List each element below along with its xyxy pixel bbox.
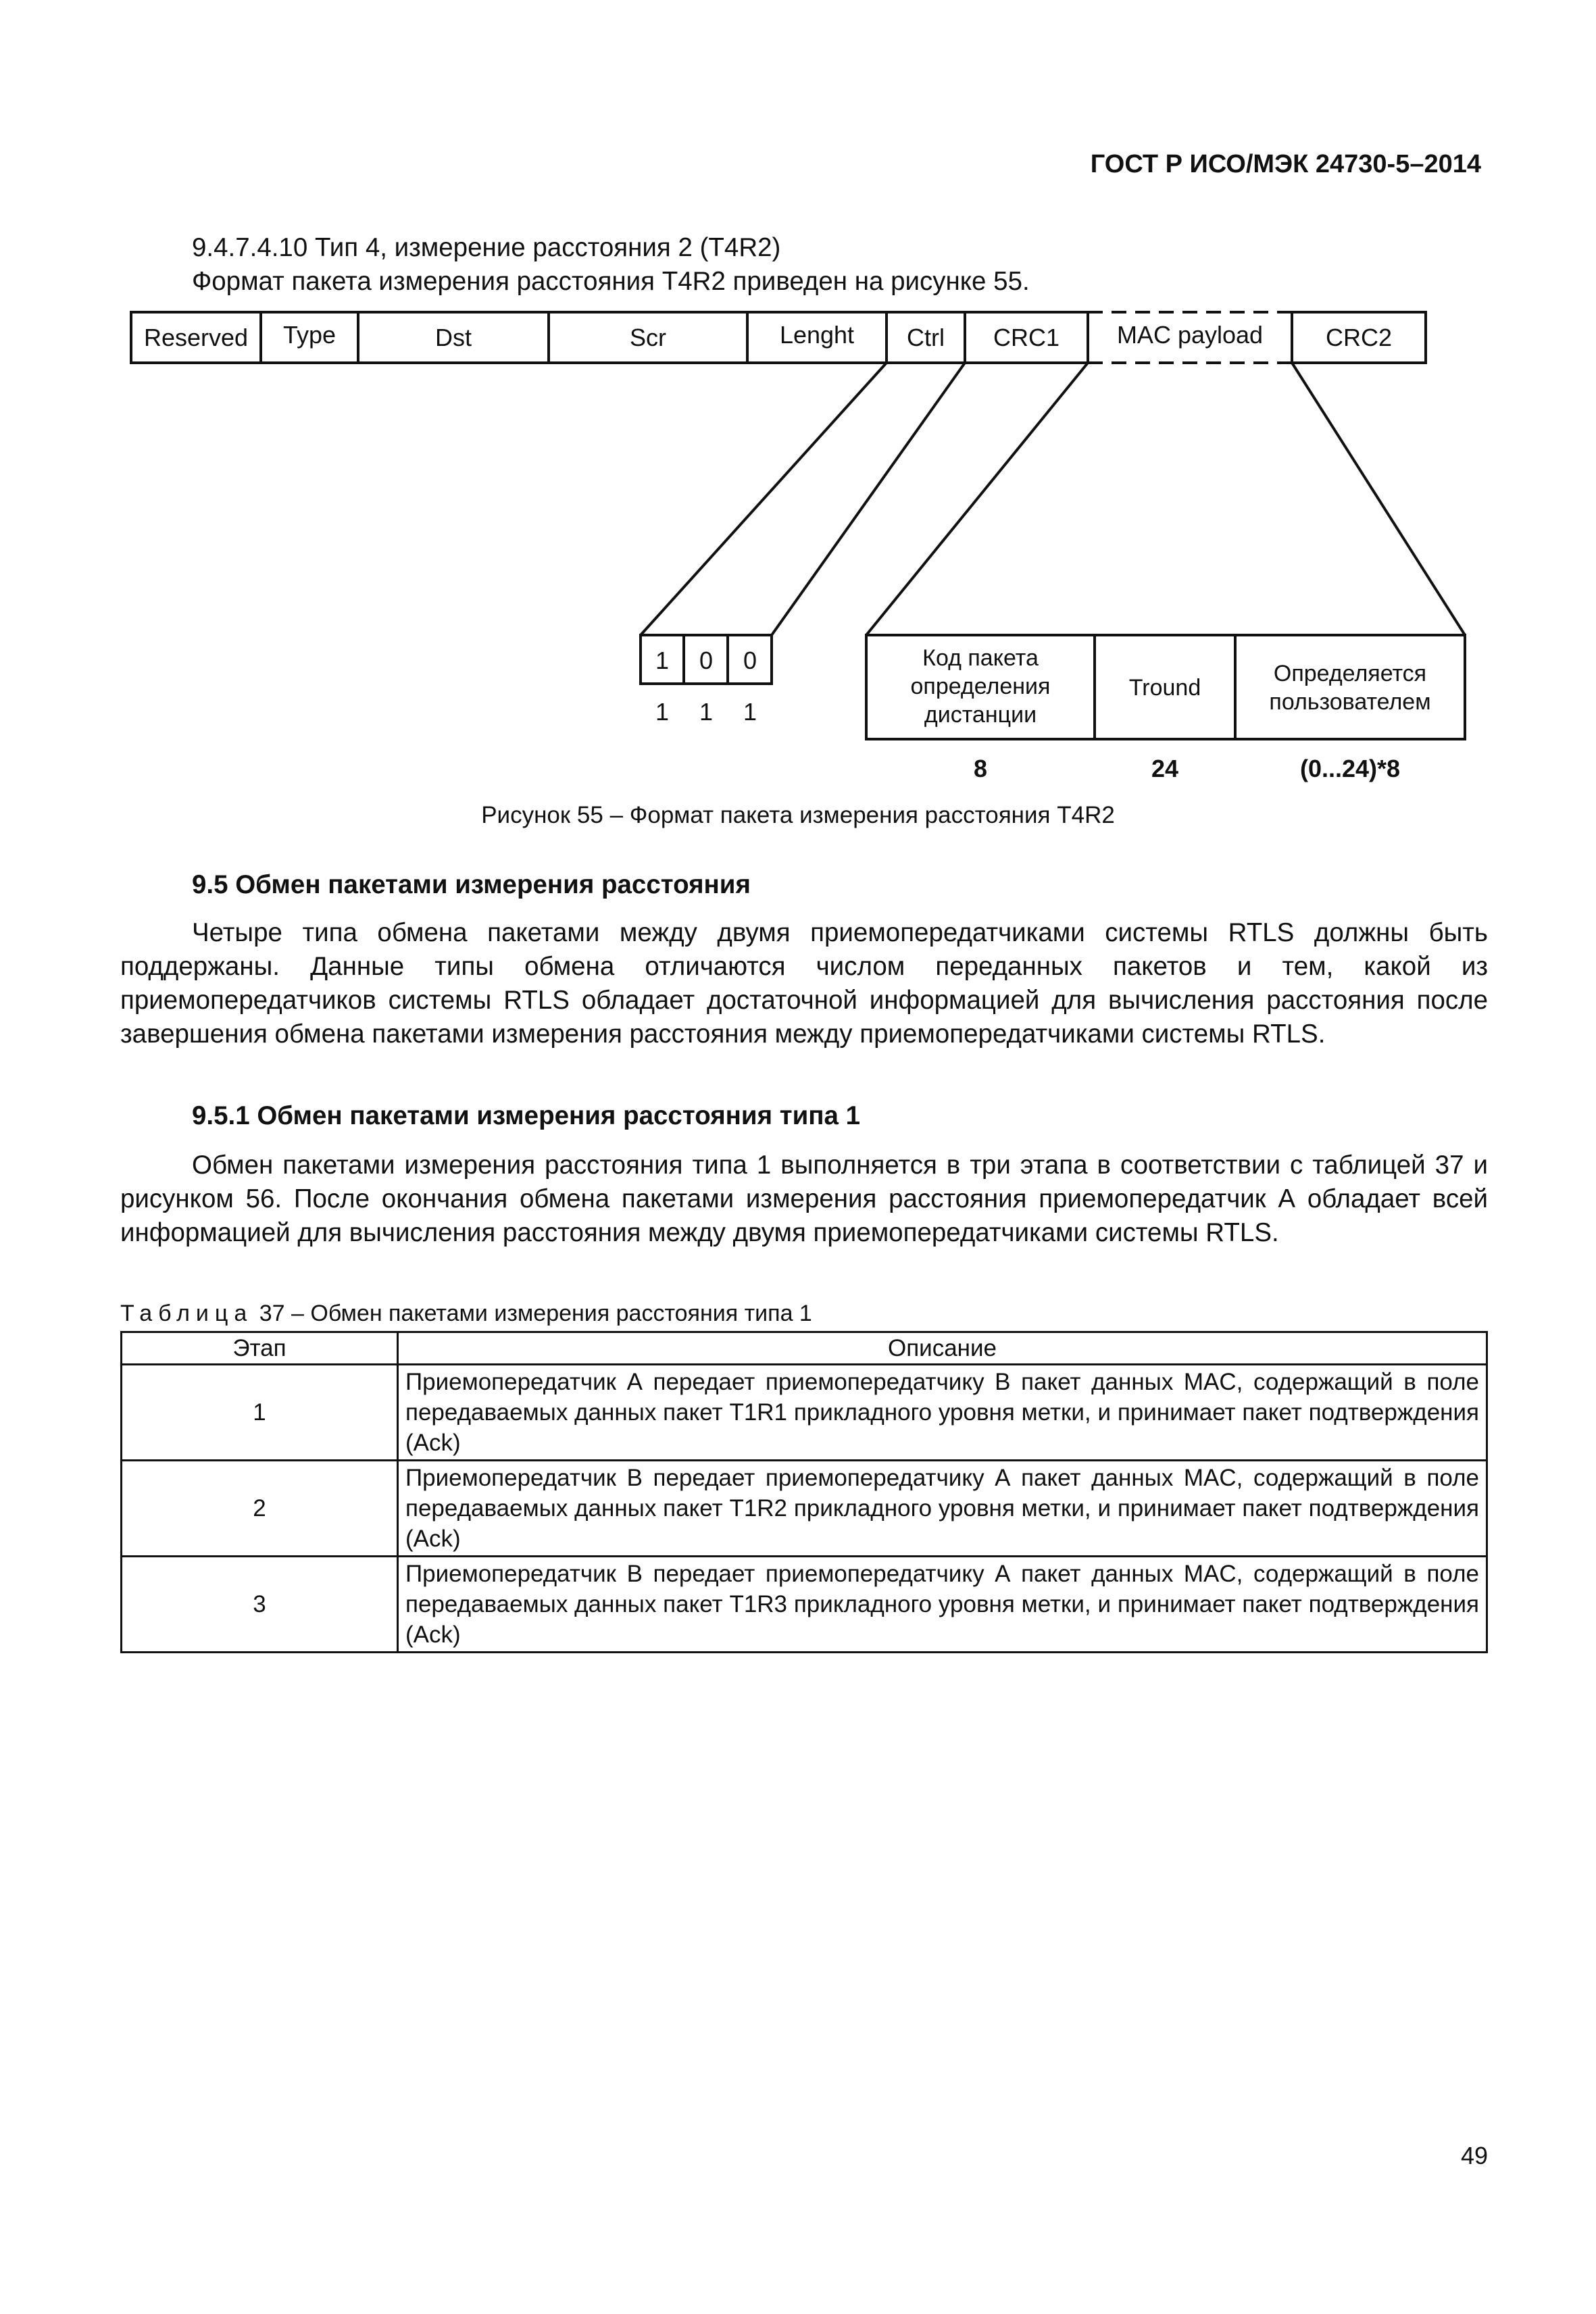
subfield-range-code-label: определения xyxy=(910,674,1051,699)
table-caption-text: 37 – Обмен пакетами измерения расстояния типа 1 xyxy=(253,1301,812,1326)
ctrl-bit-size: 1 xyxy=(699,698,714,726)
description-cell: Приемопередатчик А передает приемопередатчику В пакет данных MAC, содержащий в поле передаваемых данных пакет T1R1 прикладного уровня метки, и принимает пакет подтверждения (Ack) xyxy=(398,1365,1487,1461)
field-ctrl: Ctrl xyxy=(907,324,945,351)
description-cell: Приемопередатчик В передает приемопередатчику А пакет данных MAC, содержащий в поле передаваемых данных пакет T1R3 прикладного уровня метки, и принимает пакет подтверждения (Ack) xyxy=(398,1557,1487,1653)
stage-cell: 1 xyxy=(122,1365,398,1461)
standard-header: ГОСТ Р ИСО/МЭК 24730-5–2014 xyxy=(1090,150,1481,178)
packet-format-figure xyxy=(0,0,1596,797)
subfield-user-defined-label: Определяется xyxy=(1273,661,1427,686)
section-9-5-1-title: 9.5.1 Обмен пакетами измерения расстояния типа 1 xyxy=(192,1101,861,1130)
figure-caption: Рисунок 55 – Формат пакета измерения расстояния T4R2 xyxy=(481,802,1115,828)
table-row xyxy=(122,1365,1487,1461)
column-header-description: Описание xyxy=(398,1332,1487,1365)
field-crc2: CRC2 xyxy=(1325,324,1393,351)
field-type: Type xyxy=(282,321,336,349)
table-37 xyxy=(120,1331,1488,1653)
section-9-5-title: 9.5 Обмен пакетами измерения расстояния xyxy=(192,870,751,899)
section-9-5-paragraph: Четыре типа обмена пакетами между двумя приемопередатчиками системы RTLS должны быть поддержаны. Данные типы обмена отличаются числом переданных пакетов и тем, какой из приемопередатчиков системы RTLS обладает достаточной информацией для вычисления расстояния после завершения обмена пакетами измерения расстояния между приемопередатчиками системы RTLS. xyxy=(120,918,1488,1049)
page-number: 49 xyxy=(1460,2142,1488,2169)
column-header-stage: Этап xyxy=(122,1332,398,1365)
field-dst: Dst xyxy=(435,324,472,351)
description-cell: Приемопередатчик В передает приемопередатчику А пакет данных MAC, содержащий в поле передаваемых данных пакет T1R2 прикладного уровня метки, и принимает пакет подтверждения (Ack) xyxy=(398,1461,1487,1557)
ctrl-bit-value: 0 xyxy=(743,647,757,674)
subfield-range-code-label: дистанции xyxy=(924,702,1037,728)
subfield-user-defined-label: пользователем xyxy=(1269,689,1431,715)
field-reserved: Reserved xyxy=(143,324,249,351)
ctrl-bit-value: 0 xyxy=(699,647,714,674)
subfield-size: 8 xyxy=(973,755,988,782)
subfield-size: 24 xyxy=(1151,755,1179,782)
field-crc1: CRC1 xyxy=(993,324,1060,351)
ctrl-bit-value: 1 xyxy=(655,647,670,674)
table-row xyxy=(122,1461,1487,1557)
ctrl-bit-size: 1 xyxy=(655,698,670,726)
subfield-range-code-label: Код пакета xyxy=(922,645,1039,671)
field-scr: Scr xyxy=(630,324,666,351)
ctrl-bit-size: 1 xyxy=(743,698,757,726)
section-9-5-1-paragraph: Обмен пакетами измерения расстояния типа 1 выполняется в три этапа в соответствии с таблицей 37 и рисунком 56. После окончания обмена пакетами измерения расстояния приемопередатчик А обладает всей информацией для вычисления расстояния между двумя приемопередатчиками системы RTLS. xyxy=(120,1151,1488,1247)
table-caption-prefix: Таблица xyxy=(120,1301,253,1326)
stage-cell: 2 xyxy=(122,1461,398,1557)
table-37-caption xyxy=(120,1301,812,1327)
figure-intro-line: Формат пакета измерения расстояния T4R2 приведен на рисунке 55. xyxy=(192,267,1030,296)
table-header-row xyxy=(122,1332,1487,1365)
section-9-4-7-4-10-line: 9.4.7.4.10 Тип 4, измерение расстояния 2 (T4R2) xyxy=(192,233,781,262)
subfield-tround-label: Tround xyxy=(1128,675,1201,701)
field-mac-payload: MAC payload xyxy=(1116,321,1264,349)
table-row xyxy=(122,1557,1487,1653)
field-lenght: Lenght xyxy=(779,321,855,349)
subfield-size: (0...24)*8 xyxy=(1299,755,1401,782)
stage-cell: 3 xyxy=(122,1557,398,1653)
